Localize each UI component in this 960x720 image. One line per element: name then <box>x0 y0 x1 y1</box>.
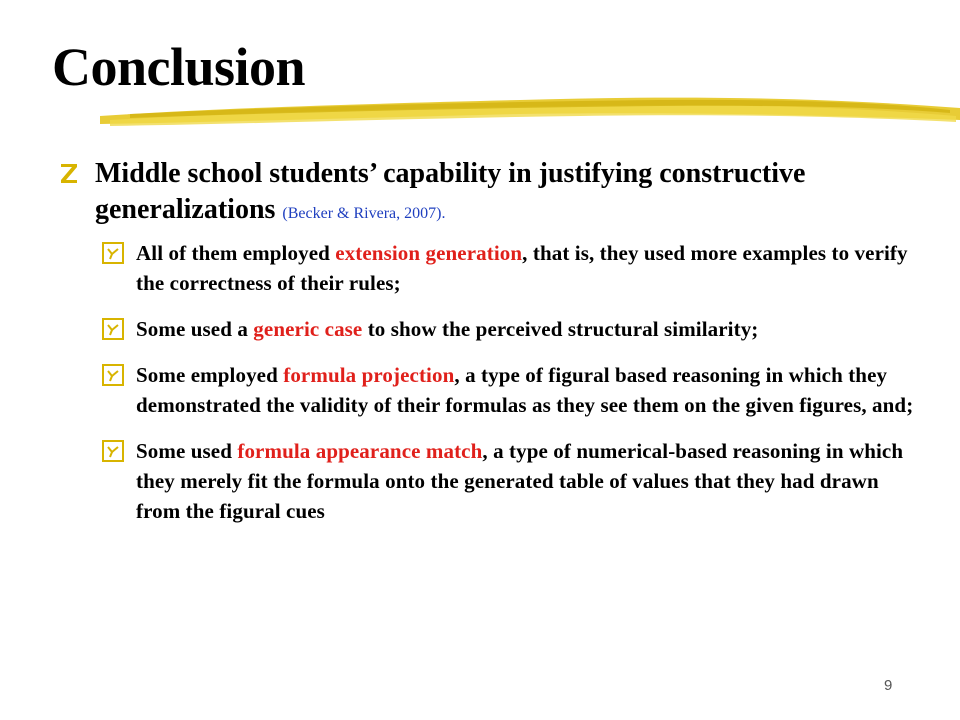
slide-title: Conclusion <box>52 37 306 97</box>
sub-bullet-text: All of them employed extension generation, that is, they used more examples to verify the correctness of their rules; <box>136 241 908 295</box>
sub-bullet-text: Some used a generic case to show the perceived structural similarity; <box>136 317 759 341</box>
page-number: 9 <box>884 677 893 694</box>
sub-bullet <box>100 238 920 298</box>
highlight-term: generic case <box>253 317 363 341</box>
citation: (Becker & Rivera, 2007). <box>282 205 446 222</box>
sub-bullet-list <box>100 238 920 542</box>
sub-bullet <box>100 436 920 526</box>
yellow-z-bullet-icon <box>58 158 80 191</box>
yellow-y-bullet-icon <box>102 318 124 345</box>
yellow-y-bullet-icon <box>102 440 124 467</box>
highlight-term: extension generation <box>335 241 523 265</box>
highlight-term: formula projection <box>283 363 455 387</box>
main-bullet-statement: Middle school students’ capability in justifying constructive generalizations <box>95 158 806 225</box>
main-bullet <box>58 156 938 232</box>
title-brush-underline <box>100 90 960 140</box>
sub-bullet <box>100 360 920 420</box>
highlight-term: formula appearance match <box>237 439 483 463</box>
yellow-y-bullet-icon <box>102 242 124 269</box>
sub-bullet-text: Some employed formula projection, a type of figural based reasoning in which they demonstrated the validity of their formulas as they see them on the given figures, and; <box>136 363 914 417</box>
sub-bullet-text: Some used formula appearance match, a type of numerical-based reasoning in which they merely fit the formula onto the generated table of values that they had drawn from the figural cues <box>136 439 904 523</box>
sub-bullet <box>100 314 920 344</box>
main-bullet-text <box>95 156 938 232</box>
yellow-y-bullet-icon <box>102 364 124 391</box>
